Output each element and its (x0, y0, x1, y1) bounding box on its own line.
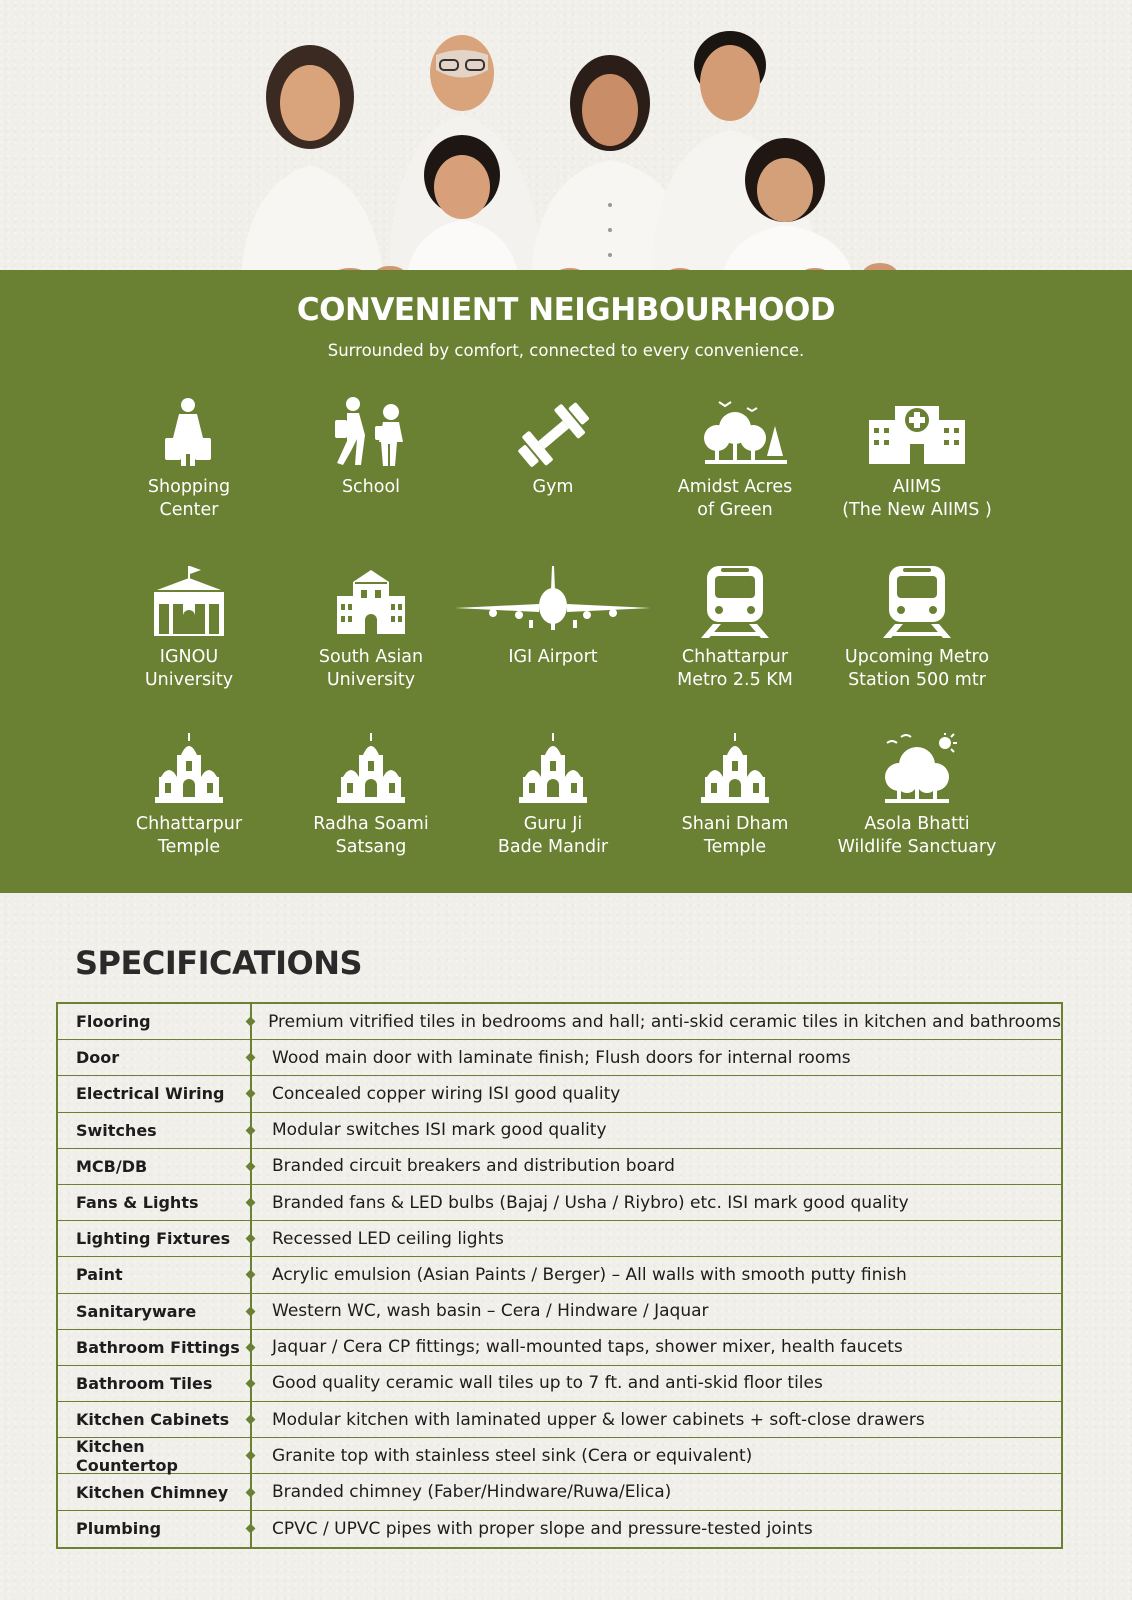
spec-row (58, 1185, 1061, 1221)
amenity-radha-soami (271, 733, 471, 859)
spec-key: Kitchen Cabinets (76, 1410, 230, 1430)
amenity-asola-bhatti (817, 733, 1017, 859)
amenity-label: Radha Soami Satsang (313, 814, 429, 857)
amenity-gym (453, 396, 653, 499)
spec-row (58, 1221, 1061, 1257)
spec-row (58, 1438, 1061, 1474)
spec-value: Western WC, wash basin – Cera / Hindware / Jaquar (272, 1301, 709, 1322)
spec-row (58, 1294, 1061, 1330)
spec-key: Switches (76, 1120, 157, 1140)
amenity-label: South Asian University (318, 647, 424, 690)
spec-row (58, 1474, 1061, 1510)
spec-value: Modular switches ISI mark good quality (272, 1120, 607, 1141)
amenity-igi-airport (453, 566, 653, 669)
spec-key: Bathroom Fittings (76, 1337, 240, 1357)
spec-key: Flooring (76, 1012, 151, 1032)
amenity-upcoming-metro (817, 566, 1017, 692)
spec-value: Premium vitrified tiles in bedrooms and hall; anti-skid ceramic tiles in kitchen and bathrooms (268, 1011, 1061, 1032)
amenity-label: IGNOU University (144, 647, 234, 690)
amenity-label: Amidst Acres of Green (677, 477, 793, 520)
spec-value: CPVC / UPVC pipes with proper slope and pressure-tested joints (272, 1518, 813, 1539)
spec-row (58, 1040, 1061, 1076)
spec-row (58, 1076, 1061, 1112)
wildlife-sanctuary-icon (817, 733, 1017, 811)
amenity-ignou (89, 566, 289, 692)
spec-value: Wood main door with laminate finish; Flush doors for internal rooms (272, 1047, 851, 1068)
amenity-shani-dham (635, 733, 835, 859)
amenity-label: Shopping Center (147, 477, 231, 520)
spec-row (58, 1257, 1061, 1293)
spec-key: Fans & Lights (76, 1193, 199, 1213)
spec-key: Paint (76, 1265, 123, 1285)
spec-row (58, 1330, 1061, 1366)
amenity-label: Upcoming Metro Station 500 mtr (844, 647, 990, 690)
spec-row (58, 1004, 1061, 1040)
amenity-south-asian-university (271, 566, 471, 692)
temple-icon (89, 733, 289, 811)
spec-row (58, 1113, 1061, 1149)
spec-value: Modular kitchen with laminated upper & lower cabinets + soft-close drawers (272, 1409, 925, 1430)
specifications-title: SPECIFICATIONS (75, 944, 363, 982)
university-building-icon (89, 566, 289, 644)
dumbbell-icon (453, 396, 653, 474)
spec-key: Door (76, 1048, 120, 1068)
spec-value: Concealed copper wiring ISI good quality (272, 1083, 621, 1104)
spec-value: Branded fans & LED bulbs (Bajaj / Usha / Riybro) etc. ISI mark good quality (272, 1192, 909, 1213)
airplane-icon (453, 566, 653, 644)
metro-train-icon (635, 566, 835, 644)
spec-key: Sanitaryware (76, 1301, 197, 1321)
spec-value: Good quality ceramic wall tiles up to 7 ft. and anti-skid floor tiles (272, 1373, 823, 1394)
spec-row (58, 1511, 1061, 1547)
metro-train-icon (817, 566, 1017, 644)
college-building-icon (271, 566, 471, 644)
hospital-icon (817, 396, 1017, 474)
amenity-label: Gym (532, 477, 574, 497)
spec-key: Bathroom Tiles (76, 1373, 213, 1393)
amenity-school (271, 396, 471, 499)
spec-key: Kitchen Countertop (76, 1436, 178, 1475)
amenity-guru-ji-mandir (453, 733, 653, 859)
spec-key: Plumbing (76, 1519, 162, 1539)
temple-icon (635, 733, 835, 811)
spec-row (58, 1402, 1061, 1438)
shopping-bags-icon (89, 396, 289, 474)
neighbourhood-title: CONVENIENT NEIGHBOURHOOD (296, 292, 836, 328)
amenity-chhattarpur-metro (635, 566, 835, 692)
spec-row (58, 1149, 1061, 1185)
spec-row (58, 1366, 1061, 1402)
amenity-chhattarpur-temple (89, 733, 289, 859)
temple-icon (271, 733, 471, 811)
amenity-label: School (341, 477, 401, 497)
specifications-table (56, 1002, 1063, 1549)
spec-value: Acrylic emulsion (Asian Paints / Berger) – All walls with smooth putty finish (272, 1264, 907, 1285)
amenity-label: Guru Ji Bade Mandir (497, 814, 609, 857)
temple-icon (453, 733, 653, 811)
neighbourhood-subtitle: Surrounded by comfort, connected to every convenience. (327, 341, 805, 360)
spec-value: Branded circuit breakers and distribution board (272, 1156, 675, 1177)
trees-icon (635, 396, 835, 474)
amenity-label: IGI Airport (508, 647, 598, 667)
amenity-label: Chhattarpur Metro 2.5 KM (677, 647, 793, 690)
amenity-label: Chhattarpur Temple (135, 814, 243, 857)
spec-value: Jaquar / Cera CP fittings; wall-mounted taps, shower mixer, health faucets (272, 1337, 903, 1358)
spec-key: MCB/DB (76, 1156, 148, 1176)
spec-value: Granite top with stainless steel sink (Cera or equivalent) (272, 1445, 753, 1466)
spec-value: Branded chimney (Faber/Hindware/Ruwa/Elica) (272, 1482, 672, 1503)
amenity-label: Asola Bhatti Wildlife Sanctuary (837, 814, 997, 857)
amenity-label: AIIMS (The New AIIMS ) (842, 477, 992, 520)
spec-value: Recessed LED ceiling lights (272, 1228, 504, 1249)
spec-key: Lighting Fixtures (76, 1229, 231, 1249)
amenity-label: Shani Dham Temple (681, 814, 789, 857)
amenity-green (635, 396, 835, 522)
spec-key: Electrical Wiring (76, 1084, 225, 1104)
spec-key: Kitchen Chimney (76, 1482, 229, 1502)
school-children-icon (271, 396, 471, 474)
amenity-aiims (817, 396, 1017, 522)
amenity-shopping-center (89, 396, 289, 522)
family-photo (200, 15, 930, 287)
